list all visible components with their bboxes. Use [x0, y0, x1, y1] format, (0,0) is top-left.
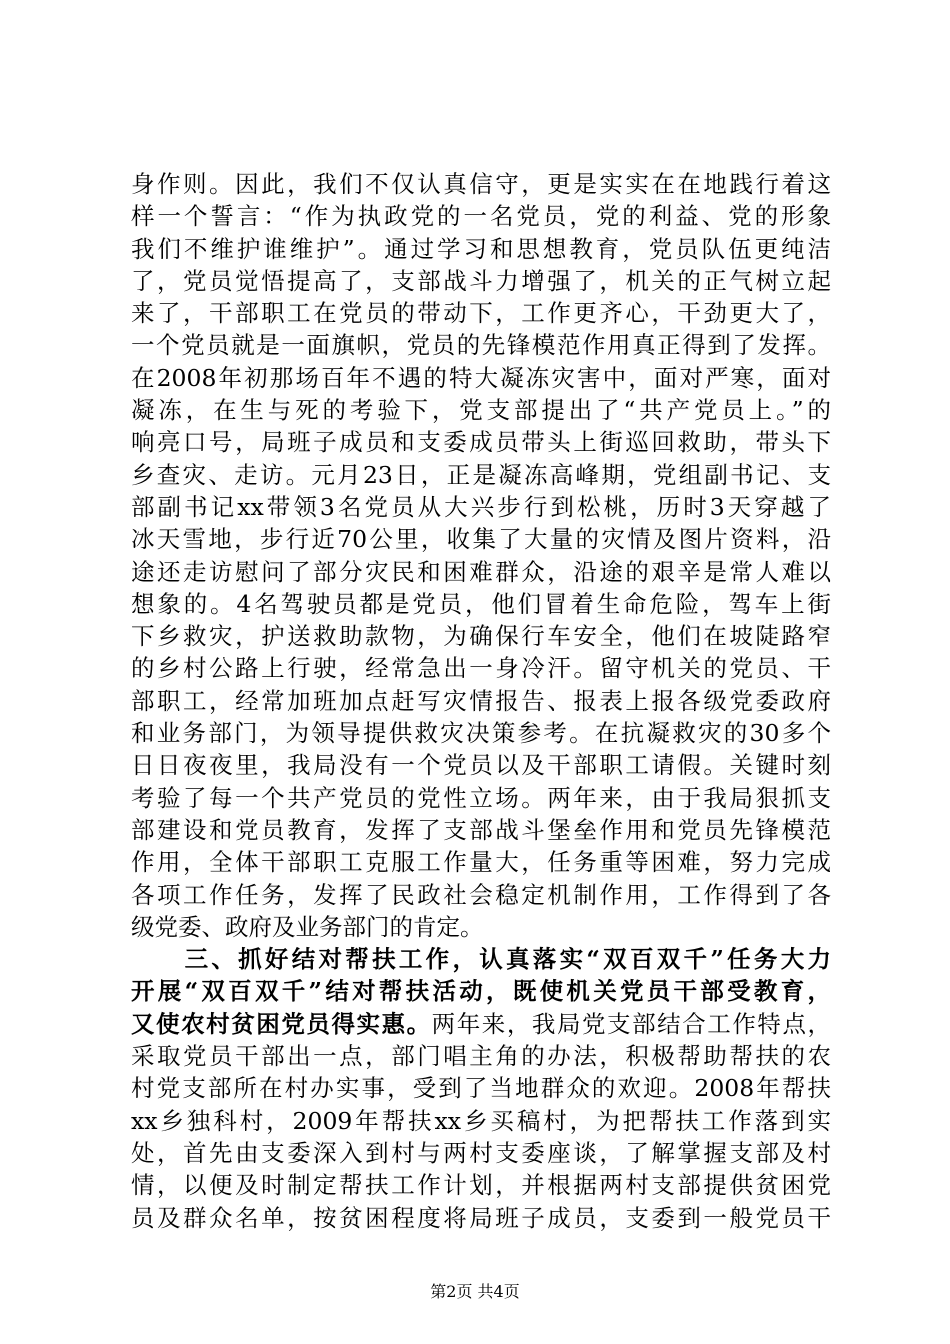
text-line: 来了，干部职工在党员的带动下，工作更齐心，干劲更大了， — [131, 299, 831, 328]
text-line: 途还走访慰问了部分灾民和困难群众，沿途的艰辛是常人难以 — [131, 557, 831, 586]
text-line: 凝冻，在生与死的考验下，党支部提出了“共产党员上。”的 — [131, 396, 831, 425]
text-line: 处，首先由支委深入到村与两村支委座谈，了解掌握支部及村 — [131, 1138, 831, 1167]
text-line: 一个党员就是一面旗帜，党员的先锋模范作用真正得到了发挥。 — [131, 331, 831, 360]
text-line: 冰天雪地，步行近70公里，收集了大量的灾情及图片资料，沿 — [131, 525, 831, 554]
text-line: 作用，全体干部职工克服工作量大，任务重等困难，努力完成 — [131, 848, 831, 877]
section-heading-line — [131, 1008, 831, 1040]
text-line: 下乡救灾，护送救助款物，为确保行车安全，他们在坡陡路窄 — [131, 622, 831, 651]
text-line: 日日夜夜里，我局没有一个党员以及干部职工请假。关键时刻 — [131, 751, 831, 780]
text-line: 我们不维护谁维护”。通过学习和思想教育，党员队伍更纯洁 — [131, 234, 831, 263]
text-line: 和业务部门，为领导提供救灾决策参考。在抗凝救灾的30多个 — [131, 719, 831, 748]
text-line: 响亮口号，局班子成员和支委成员带头上街巡回救助，带头下 — [131, 428, 831, 457]
text-line: 想象的。4名驾驶员都是党员，他们冒着生命危险，驾车上街 — [131, 589, 831, 618]
text-line: 级党委、政府及业务部门的肯定。 — [131, 912, 484, 941]
text-line: 村党支部所在村办实事，受到了当地群众的欢迎。2008年帮扶 — [131, 1074, 831, 1103]
page-footer: 第2页 共4页 — [430, 1282, 520, 1301]
text-line: 部副书记xx带领3名党员从大兴步行到松桃，历时3天穿越了 — [131, 492, 831, 521]
text-line: 各项工作任务，发挥了民政社会稳定机制作用，工作得到了各 — [131, 880, 831, 909]
text-line: 的乡村公路上行驶，经常急出一身冷汗。留守机关的党员、干 — [131, 654, 831, 683]
section-heading-line: 开展“双百双千”结对帮扶活动，既使机关党员干部受教育， — [131, 977, 831, 1006]
text-line: 部职工，经常加班加点赶写灾情报告、报表上报各级党委政府 — [131, 686, 831, 715]
text-line: 身作则。因此，我们不仅认真信守，更是实实在在地践行着这 — [131, 170, 831, 198]
text-line: 乡查灾、走访。元月23日，正是凝冻高峰期，党组副书记、支 — [131, 460, 831, 489]
section-heading-bold: 又使农村贫困党员得实惠。 — [131, 1009, 432, 1038]
body-text — [131, 168, 831, 1234]
text-line: 采取党员干部出一点，部门唱主角的办法，积极帮助帮扶的农 — [131, 1042, 831, 1071]
section-heading-line: 三、抓好结对帮扶工作，认真落实“双百双千”任务大力 — [131, 945, 831, 974]
section-text: 两年来，我局党支部结合工作特点， — [431, 1009, 832, 1038]
text-line: 在2008年初那场百年不遇的特大凝冻灾害中，面对严寒，面对 — [131, 363, 831, 392]
text-line: 考验了每一个共产党员的党性立场。两年来，由于我局狠抓支 — [131, 783, 831, 812]
text-line: 部建设和党员教育，发挥了支部战斗堡垒作用和党员先锋模范 — [131, 815, 831, 844]
text-line: 样一个誓言：“作为执政党的一名党员，党的利益、党的形象 — [131, 202, 831, 231]
text-line: 了，党员觉悟提高了，支部战斗力增强了，机关的正气树立起 — [131, 266, 831, 295]
text-line: 员及群众名单，按贫困程度将局班子成员，支委到一般党员干 — [131, 1203, 831, 1232]
text-line: 情，以便及时制定帮扶工作计划，并根据两村支部提供贫困党 — [131, 1171, 831, 1200]
text-line: xx乡独科村，2009年帮扶xx乡买稿村，为把帮扶工作落到实 — [131, 1106, 831, 1135]
